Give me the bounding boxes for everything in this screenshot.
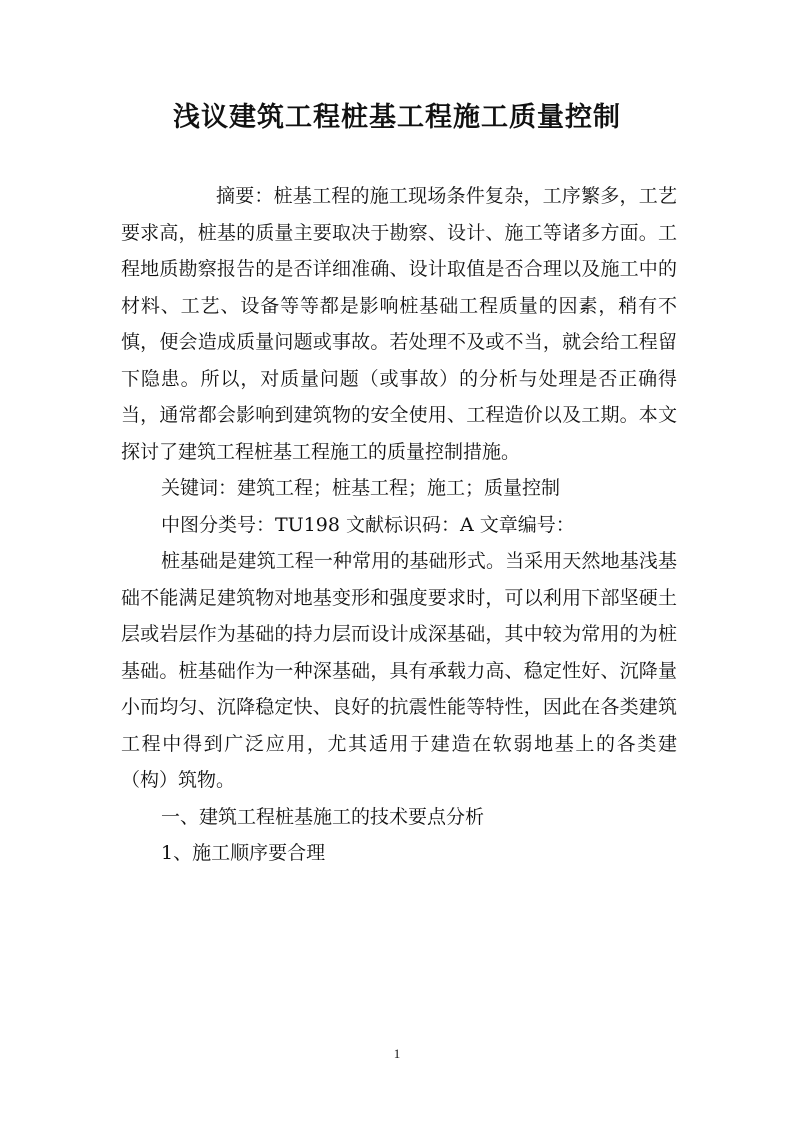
abstract-paragraph: 摘要：桩基工程的施工现场条件复杂，工序繁多，工艺要求高，桩基的质量主要取决于勘察、设计、施工等诸多方面。工程地质勘察报告的是否详细准确、设计取值是否合理以及施工中的材料、工艺、设备等等都是影响桩基础工程质量的因素，稍有不慎，便会造成质量问题或事故。若处理不及或不当，就会给工程留下隐患。所以，对质量问题（或事故）的分析与处理是否正确得当，通常都会影响到建筑物的安全使用、工程造价以及工期。本文探讨了建筑工程桩基工程施工的质量控制措施。 (121, 185, 677, 463)
page-number: 1 (393, 1046, 401, 1061)
intro-paragraph: 桩基础是建筑工程一种常用的基础形式。当采用天然地基浅基础不能满足建筑物对地基变形和强度要求时，可以利用下部坚硬土层或岩层作为基础的持力层而设计成深基础，其中较为常用的为桩基础。桩基础作为一种深基础，具有承载力高、稳定性好、沉降量小而均匀、沉降稳定快、良好的抗震性能等特性，因此在各类建筑工程中得到广泛应用，尤其适用于建造在软弱地基上的各类建（构）筑物。 (121, 550, 677, 791)
document-title: 浅议建筑工程桩基工程施工质量控制 (173, 102, 621, 133)
keywords-paragraph: 关键词：建筑工程；桩基工程；施工；质量控制 (161, 477, 561, 499)
document-body (121, 178, 677, 872)
subsection-heading: 1、施工顺序要合理 (161, 842, 326, 864)
section-heading: 一、建筑工程桩基施工的技术要点分析 (161, 805, 485, 828)
classification-paragraph: 中图分类号：TU198 文献标识码：A 文章编号： (161, 513, 575, 536)
